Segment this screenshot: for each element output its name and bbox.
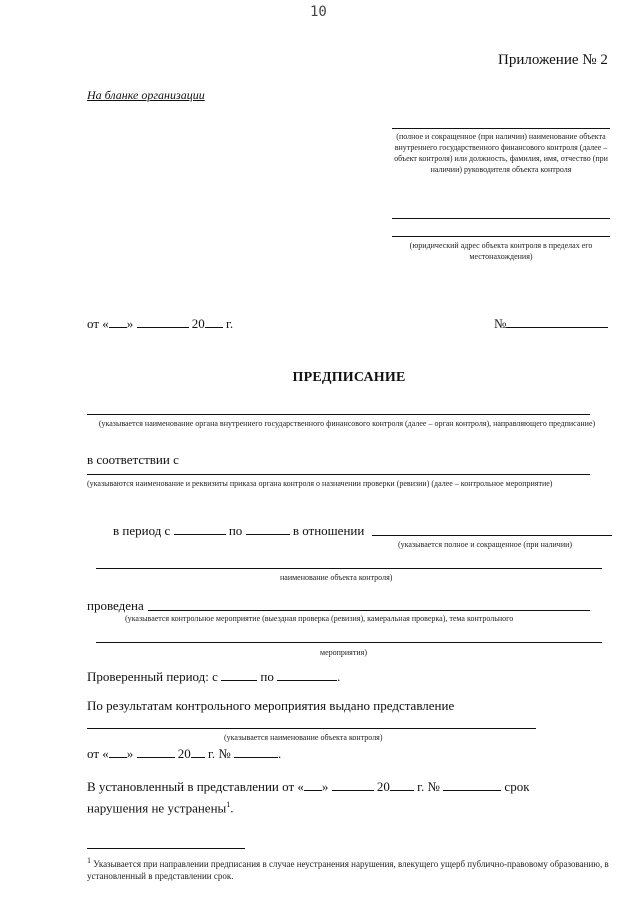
recipient-name-line — [392, 128, 610, 129]
date-year-suffix: г. — [226, 316, 234, 331]
results-date-line — [87, 746, 281, 762]
date-year-blank — [205, 317, 223, 328]
period-to-blank — [246, 524, 290, 535]
violation-quote: » — [321, 779, 329, 794]
document-title: ПРЕДПИСАНИЕ — [292, 370, 406, 385]
violation-day-blank — [304, 780, 322, 791]
results-year-suffix: г. — [208, 746, 216, 761]
results-number-blank — [234, 747, 278, 758]
results-date-prefix: от « — [87, 746, 109, 761]
organ-line — [87, 414, 590, 415]
violation-g-number: г. № — [417, 779, 440, 794]
checked-period-label: Проверенный период: с — [87, 669, 218, 684]
date-year-prefix: 20 — [191, 316, 205, 331]
results-object-line — [87, 728, 536, 729]
recipient-address-line — [392, 236, 610, 237]
checked-from-blank — [221, 670, 257, 681]
number-blank — [506, 317, 608, 328]
date-line — [87, 316, 233, 332]
period-object-line — [372, 535, 612, 536]
checked-period-to: по — [260, 669, 274, 684]
violation-year: 20 — [376, 779, 390, 794]
results-quote-close: » — [126, 746, 134, 761]
results-caption: (указывается наименование объекта контроля) — [224, 733, 383, 742]
accordance-line — [87, 474, 590, 475]
period-label: в период с — [113, 523, 171, 538]
date-day-blank — [109, 317, 127, 328]
letterhead-note: На бланке организации — [87, 88, 205, 102]
footnote-separator — [87, 848, 245, 849]
violation-footnote-ref: 1 — [226, 800, 231, 809]
checked-period-end: . — [337, 669, 341, 684]
accordance-label: в соответствии с — [87, 452, 179, 467]
organ-caption: (указывается наименование органа внутреннего государственного финансового контроля (далее – орган контроля), направляющего предписание) — [98, 419, 596, 428]
results-text: По результатам контрольного мероприятия выдано представление — [87, 698, 455, 713]
checked-period-line — [87, 669, 340, 685]
conducted-caption-2: мероприятия) — [320, 648, 367, 657]
recipient-line-2 — [392, 218, 610, 219]
results-year-blank — [191, 747, 205, 758]
appendix-label: Приложение № 2 — [498, 52, 608, 68]
period-object-line-2 — [96, 568, 602, 569]
recipient-address-caption: (юридический адрес объекта контроля в пределах его местонахождения) — [409, 241, 593, 261]
violation-line-1 — [87, 779, 530, 795]
footnote-text: Указывается при направлении предписания в случае неустранения нарушения, влекущего ущерб публично-правовому образованию, в установленный в представлении срок. — [87, 859, 609, 881]
results-day-blank — [109, 747, 127, 758]
number-line — [494, 316, 608, 332]
footnote — [87, 855, 611, 882]
period-caption-2: наименование объекта контроля) — [280, 573, 393, 582]
violation-line2-text: нарушения не устранены — [87, 800, 227, 816]
results-month-blank — [137, 747, 175, 758]
footnote-mark: 1 — [87, 856, 91, 865]
results-number-label: № — [218, 746, 231, 761]
violation-line-2 — [87, 797, 234, 816]
violation-month-blank — [332, 780, 374, 791]
violation-year-blank — [390, 780, 414, 791]
conducted-line — [148, 610, 590, 611]
period-regarding: в отношении — [292, 523, 365, 538]
date-quote-close: » — [126, 316, 134, 331]
period-to: по — [228, 523, 243, 538]
period-line — [113, 523, 364, 539]
period-caption-1: (указывается полное и сокращенное (при наличии) — [398, 540, 573, 549]
violation-number-blank — [443, 780, 501, 791]
conducted-line-2 — [96, 642, 602, 643]
violation-line2-end: . — [230, 800, 234, 816]
violation-prefix: В установленный в представлении от « — [87, 779, 304, 794]
results-year-prefix: 20 — [177, 746, 191, 761]
period-from-blank — [174, 524, 226, 535]
accordance-caption: (указываются наименование и реквизиты приказа органа контроля о назначении проверки (ревизии) (далее – контрольное мероприятие) — [87, 479, 553, 488]
page-number: 10 — [310, 4, 327, 20]
recipient-name-caption: (полное и сокращенное (при наличии) наименование объекта внутреннего государственного финансового контроля (далее – объект контроля) или должность, фамилия, имя, отчество (при наличии) руководителя объекта контроля — [394, 132, 608, 174]
date-month-blank — [137, 317, 189, 328]
conducted-label: проведена — [87, 598, 144, 613]
results-end: . — [278, 746, 282, 761]
checked-to-blank — [277, 670, 337, 681]
conducted-caption-1: (указывается контрольное мероприятие (выездная проверка (ревизия), камеральная проверка), тема контрольного — [125, 614, 514, 623]
date-prefix: от « — [87, 316, 109, 331]
violation-suffix: срок — [504, 779, 530, 794]
number-label: № — [494, 316, 507, 331]
